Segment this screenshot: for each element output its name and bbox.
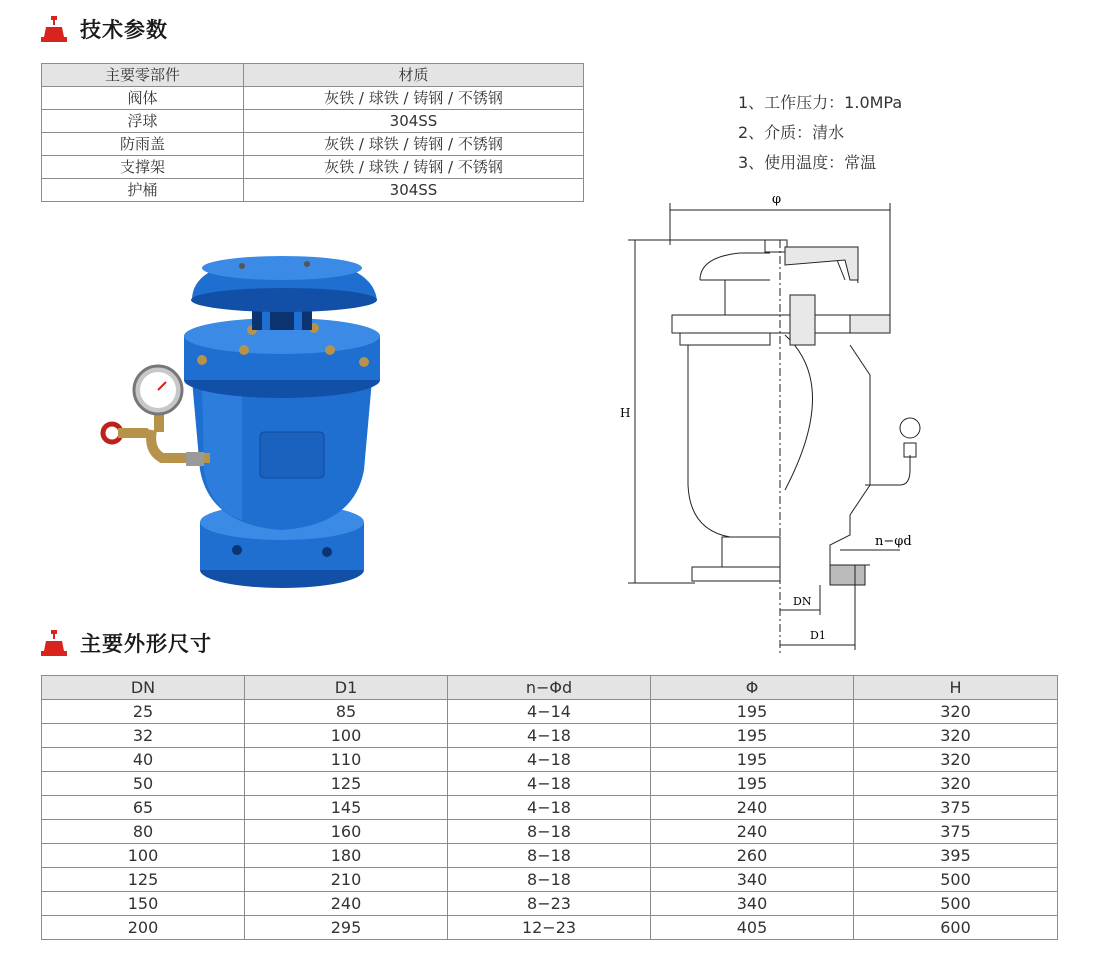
column-header: D1	[245, 676, 448, 700]
column-header: 材质	[244, 64, 584, 87]
note-temperature: 3、使用温度：常温	[738, 153, 877, 172]
cell-dn: 100	[42, 844, 245, 868]
cell-holes: 4−18	[448, 724, 651, 748]
cell-holes: 4−18	[448, 748, 651, 772]
column-header: H	[854, 676, 1058, 700]
cell-holes: 4−14	[448, 700, 651, 724]
part-name: 支撑架	[42, 156, 244, 179]
cell-d1: 160	[245, 820, 448, 844]
table-row	[42, 156, 584, 179]
label-phi: φ	[772, 192, 782, 207]
label-nphid: n−φd	[875, 534, 912, 549]
part-name: 阀体	[42, 87, 244, 110]
valve-icon	[40, 15, 68, 43]
section-technical-params	[40, 14, 168, 44]
valve-icon	[40, 629, 68, 657]
table-row	[42, 916, 1058, 940]
column-header: Φ	[651, 676, 854, 700]
cell-h: 395	[854, 844, 1058, 868]
table-row	[42, 796, 1058, 820]
materials-table	[41, 63, 584, 202]
cell-h: 375	[854, 820, 1058, 844]
cell-h: 320	[854, 748, 1058, 772]
cell-d1: 125	[245, 772, 448, 796]
cell-dn: 80	[42, 820, 245, 844]
part-material: 304SS	[244, 110, 584, 133]
part-material: 灰铁 / 球铁 / 铸钢 / 不锈钢	[244, 156, 584, 179]
section-title: 主要外形尺寸	[80, 632, 212, 656]
part-name: 护桶	[42, 179, 244, 202]
valve-product-photo	[92, 240, 412, 600]
cell-h: 500	[854, 892, 1058, 916]
cell-dn: 32	[42, 724, 245, 748]
cell-dn: 25	[42, 700, 245, 724]
cell-phi: 405	[651, 916, 854, 940]
cell-phi: 340	[651, 868, 854, 892]
cell-phi: 195	[651, 772, 854, 796]
column-header: n−Φd	[448, 676, 651, 700]
cell-dn: 50	[42, 772, 245, 796]
table-row	[42, 772, 1058, 796]
cell-d1: 145	[245, 796, 448, 820]
table-row	[42, 820, 1058, 844]
cell-d1: 295	[245, 916, 448, 940]
cell-dn: 125	[42, 868, 245, 892]
table-row	[42, 87, 584, 110]
cell-h: 600	[854, 916, 1058, 940]
cell-h: 375	[854, 796, 1058, 820]
note-medium: 2、介质：清水	[738, 123, 845, 142]
table-row	[42, 892, 1058, 916]
cell-dn: 40	[42, 748, 245, 772]
table-header-row	[42, 676, 1058, 700]
column-header: 主要零部件	[42, 64, 244, 87]
part-material: 灰铁 / 球铁 / 铸钢 / 不锈钢	[244, 87, 584, 110]
cell-d1: 85	[245, 700, 448, 724]
cell-phi: 195	[651, 748, 854, 772]
column-header: DN	[42, 676, 245, 700]
section-title: 技术参数	[80, 18, 168, 42]
table-row	[42, 748, 1058, 772]
cell-holes: 8−23	[448, 892, 651, 916]
cell-dn: 200	[42, 916, 245, 940]
label-dn: DN	[793, 595, 812, 608]
table-row	[42, 844, 1058, 868]
cell-h: 500	[854, 868, 1058, 892]
part-name: 浮球	[42, 110, 244, 133]
cell-holes: 8−18	[448, 820, 651, 844]
cell-d1: 100	[245, 724, 448, 748]
table-row	[42, 868, 1058, 892]
cell-holes: 8−18	[448, 844, 651, 868]
table-row	[42, 110, 584, 133]
valve-section-drawing	[600, 185, 940, 655]
cell-h: 320	[854, 700, 1058, 724]
cell-phi: 195	[651, 700, 854, 724]
part-name: 防雨盖	[42, 133, 244, 156]
table-row	[42, 179, 584, 202]
cell-holes: 12−23	[448, 916, 651, 940]
dimensions-table	[41, 675, 1058, 940]
table-row	[42, 700, 1058, 724]
cell-phi: 240	[651, 796, 854, 820]
part-material: 灰铁 / 球铁 / 铸钢 / 不锈钢	[244, 133, 584, 156]
part-material: 304SS	[244, 179, 584, 202]
cell-dn: 150	[42, 892, 245, 916]
cell-h: 320	[854, 724, 1058, 748]
table-header-row	[42, 64, 584, 87]
label-h: H	[620, 406, 631, 420]
spec-notes	[738, 88, 902, 178]
cell-dn: 65	[42, 796, 245, 820]
section-dimensions	[40, 628, 212, 658]
cell-phi: 260	[651, 844, 854, 868]
cell-phi: 340	[651, 892, 854, 916]
cell-d1: 180	[245, 844, 448, 868]
cell-h: 320	[854, 772, 1058, 796]
cell-d1: 210	[245, 868, 448, 892]
label-d1: D1	[810, 629, 826, 642]
cell-d1: 110	[245, 748, 448, 772]
cell-d1: 240	[245, 892, 448, 916]
note-pressure: 1、工作压力：1.0MPa	[738, 93, 903, 112]
cell-phi: 195	[651, 724, 854, 748]
cell-holes: 4−18	[448, 796, 651, 820]
cell-holes: 4−18	[448, 772, 651, 796]
cell-holes: 8−18	[448, 868, 651, 892]
table-row	[42, 724, 1058, 748]
cell-phi: 240	[651, 820, 854, 844]
table-row	[42, 133, 584, 156]
